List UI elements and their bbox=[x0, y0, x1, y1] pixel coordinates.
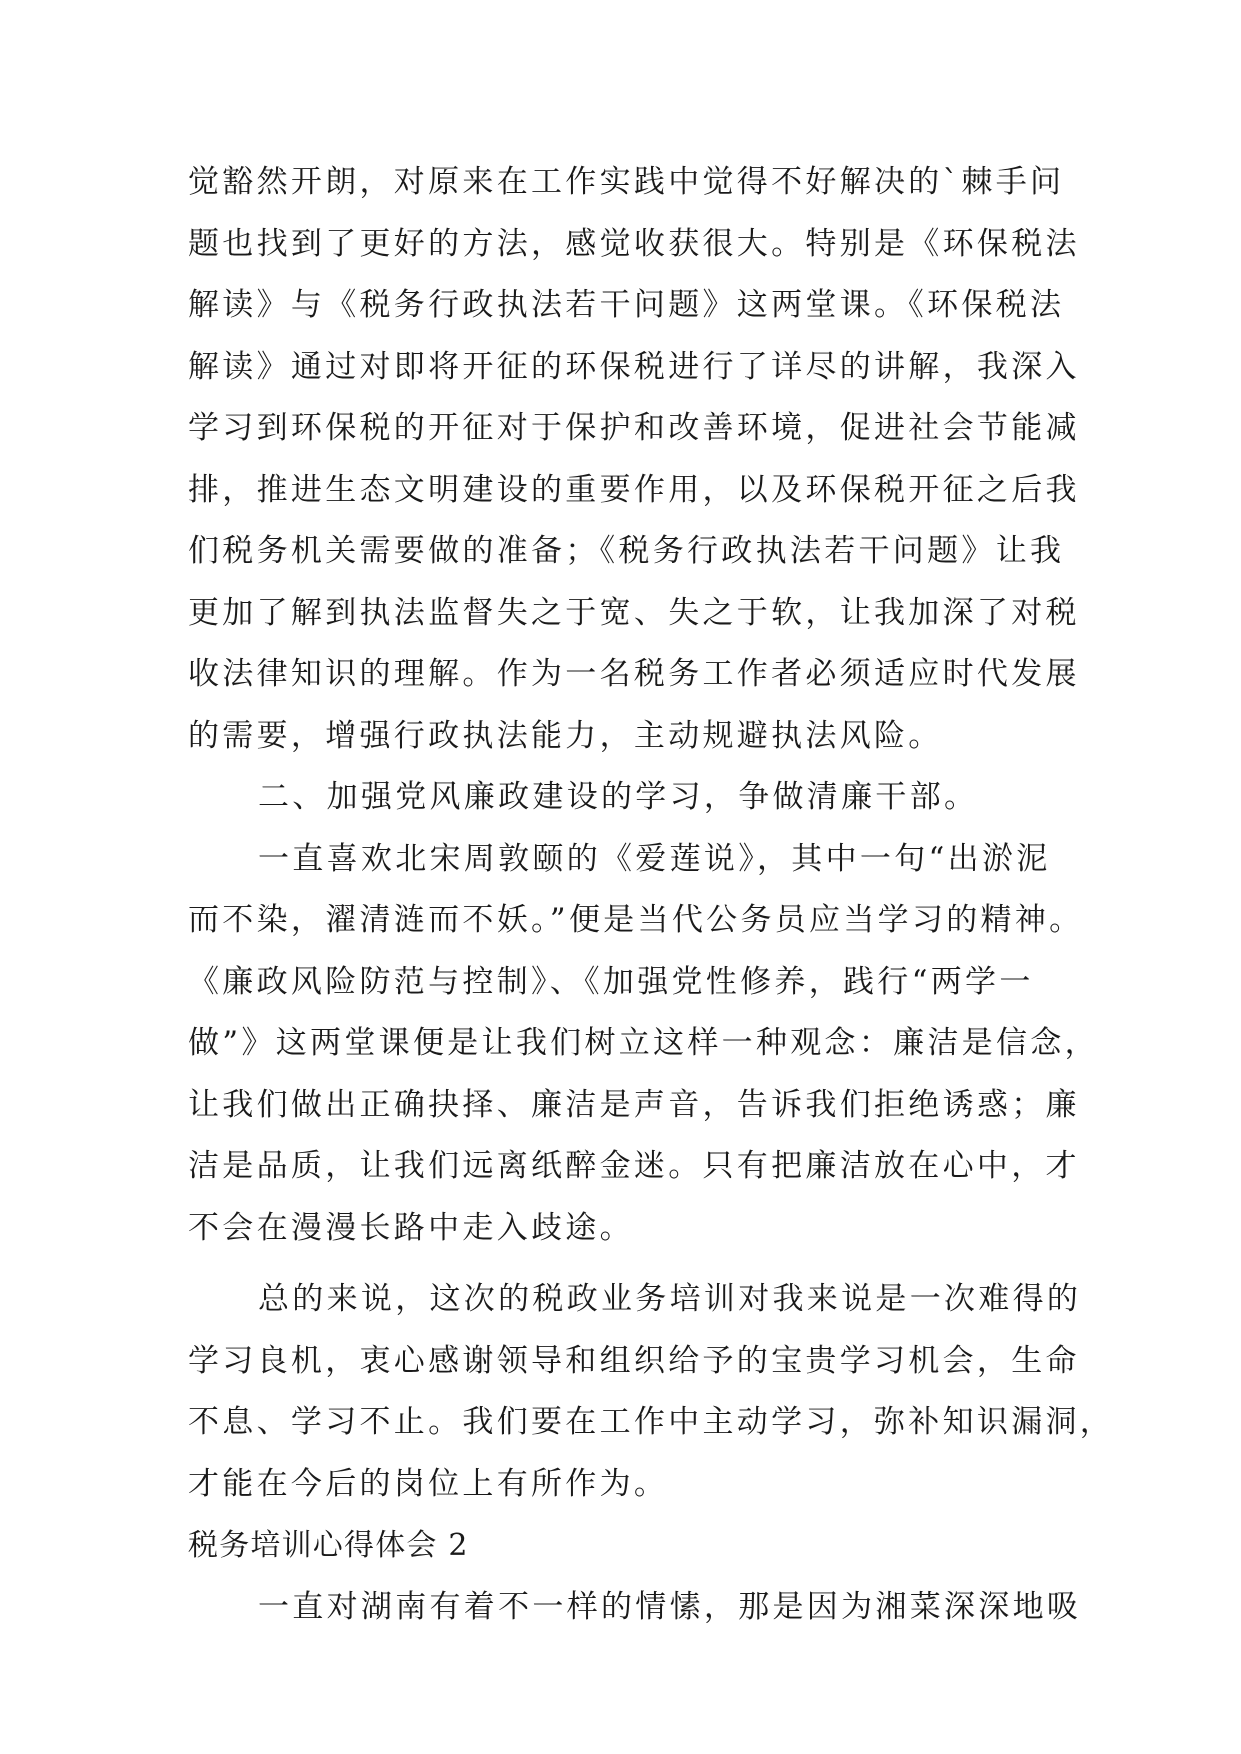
paragraph-line: 一直喜欢北宋周敦颐的《爱莲说》，其中一句“出淤泥 bbox=[258, 840, 1051, 877]
paragraph-line: 学习到环保税的开征对于保护和改善环境，促进社会节能减 bbox=[188, 410, 1080, 446]
paragraph-line: 们税务机关需要做的准备；《税务行政执法若干问题》让我 bbox=[188, 533, 1065, 569]
paragraph-line: 学习良机，衷心感谢领导和组织给予的宝贵学习机会，生命 bbox=[188, 1342, 1080, 1379]
paragraph-line: 而不染，濯清涟而不妖。”便是当代公务员应当学习的精神。 bbox=[188, 902, 1084, 938]
paragraph-line: 收法律知识的理解。作为一名税务工作者必须适应时代发展 bbox=[188, 656, 1080, 692]
paragraph-line: 题也找到了更好的方法，感觉收获很大。特别是《环保税法 bbox=[188, 225, 1080, 262]
paragraph-line: 洁是品质，让我们远离纸醉金迷。只有把廉洁放在心中，才 bbox=[188, 1148, 1080, 1184]
paragraph-line: 《廉政风险防范与控制》、《加强党性修养，践行“两学一 bbox=[188, 963, 1034, 1000]
document-body bbox=[188, 152, 1115, 1638]
paragraph-line: 的需要，增强行政执法能力，主动规避执法风险。 bbox=[188, 717, 943, 754]
paragraph-line: 做”》这两堂课便是让我们树立这样一种观念：廉洁是信念， bbox=[188, 1025, 1099, 1061]
article-title: 税务培训心得体会 2 bbox=[188, 1528, 469, 1563]
paragraph-line: 才能在今后的岗位上有所作为。 bbox=[188, 1465, 669, 1502]
paragraph-line: 解读》通过对即将开征的环保税进行了详尽的讲解，我深入 bbox=[188, 348, 1080, 385]
section-heading: 二、加强党风廉政建设的学习，争做清廉干部。 bbox=[258, 779, 979, 815]
paragraph-line: 不会在漫漫长路中走入歧途。 bbox=[188, 1209, 634, 1246]
paragraph-line: 更加了解到执法监督失之于宽、失之于软，让我加深了对税 bbox=[188, 594, 1080, 631]
paragraph-line: 总的来说，这次的税政业务培训对我来说是一次难得的 bbox=[258, 1281, 1082, 1317]
paragraph-line: 排，推进生态文明建设的重要作用，以及环保税开征之后我 bbox=[188, 471, 1080, 508]
paragraph-line: 觉豁然开朗，对原来在工作实践中觉得不好解决的`棘手问 bbox=[188, 164, 1065, 200]
paragraph-line: 不息、学习不止。我们要在工作中主动学习，弥补知识漏洞， bbox=[188, 1404, 1115, 1440]
paragraph-line: 一直对湖南有着不一样的情愫，那是因为湘菜深深地吸 bbox=[258, 1588, 1082, 1625]
paragraph-line: 解读》与《税务行政执法若干问题》这两堂课。《环保税法 bbox=[188, 287, 1065, 323]
paragraph-line: 让我们做出正确抉择、廉洁是声音，告诉我们拒绝诱惑；廉 bbox=[188, 1086, 1080, 1123]
